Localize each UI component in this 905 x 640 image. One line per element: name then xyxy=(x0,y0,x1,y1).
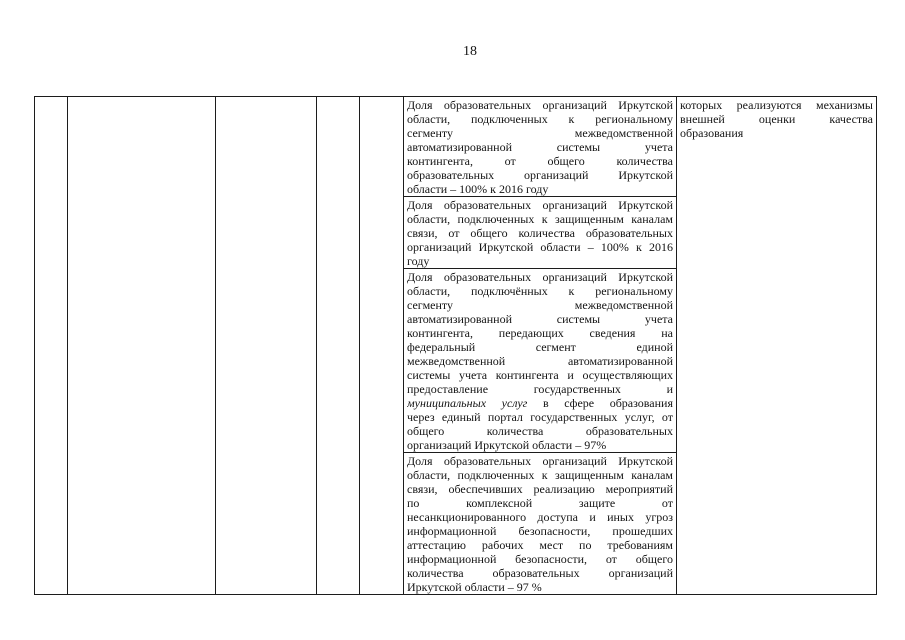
indicator-line: области – 100% к 2016 году xyxy=(407,182,549,196)
indicator-line: предоставление государственных и xyxy=(407,382,673,396)
indicator-line: федеральный сегмент единой xyxy=(407,340,673,354)
indicator-line: несанкционированного доступа и иных угроз xyxy=(407,510,673,524)
indicator-line: сегменту межведомственной xyxy=(407,126,673,140)
indicator-line: году xyxy=(407,254,430,268)
indicator-line: образовательных организаций Иркутской xyxy=(407,168,673,182)
indicator-line: количества образовательных организаций xyxy=(407,566,673,580)
indicator-line: связи, обеспечивших реализацию мероприятий xyxy=(407,482,673,496)
empty-cell xyxy=(68,97,216,595)
indicator-line: информационной безопасности, прошедших xyxy=(407,524,673,538)
indicator-line: области, подключенных к защищенным каналам xyxy=(407,468,673,482)
indicator-line: аттестацию рабочих мест по требованиям xyxy=(407,538,673,552)
indicator-line: контингента, передающих сведения на xyxy=(407,326,673,340)
indicator-line: через единый портал государственных услуг, от xyxy=(407,410,673,424)
indicator-cell xyxy=(404,453,677,595)
indicator-line: автоматизированной системы учета xyxy=(407,140,673,154)
indicator-line: по комплексной защите от xyxy=(407,496,673,510)
empty-cell xyxy=(216,97,317,595)
indicator-line: Иркутской области – 97 % xyxy=(407,580,542,594)
indicator-line: сегменту межведомственной xyxy=(407,298,673,312)
indicator-line: информационной безопасности, от общего xyxy=(407,552,673,566)
mechanisms-line: образования xyxy=(680,126,744,140)
indicator-line: Доля образовательных организаций Иркутской xyxy=(407,270,673,284)
italic-phrase: муниципальных услуг xyxy=(407,396,528,410)
indicator-line: системы учета контингента и осуществляющих xyxy=(407,368,673,382)
indicator-line: общего количества образовательных xyxy=(407,424,673,438)
indicator-line: организаций Иркутской области – 100% к 2016 xyxy=(407,240,673,254)
indicator-line: связи, от общего количества образовательных xyxy=(407,226,673,240)
mechanisms-line: которых реализуются механизмы xyxy=(680,98,873,112)
indicators-table xyxy=(34,96,877,595)
indicator-line: Доля образовательных организаций Иркутской xyxy=(407,98,673,112)
indicator-cell xyxy=(404,97,677,197)
empty-cell xyxy=(317,97,360,595)
indicator-line: организаций Иркутской области – 97% xyxy=(407,438,607,452)
indicator-cell xyxy=(404,197,677,269)
indicator-line: автоматизированной системы учета xyxy=(407,312,673,326)
indicator-line: области, подключённых к региональному xyxy=(407,284,673,298)
mechanisms-line: внешней оценки качества xyxy=(680,112,873,126)
empty-cell xyxy=(360,97,404,595)
indicator-line: межведомственной автоматизированной xyxy=(407,354,673,368)
indicator-line: области, подключенных к региональному xyxy=(407,112,673,126)
empty-cell xyxy=(35,97,68,595)
indicator-cell xyxy=(404,269,677,453)
indicator-line: Доля образовательных организаций Иркутской xyxy=(407,454,673,468)
indicator-line xyxy=(407,396,673,410)
indicator-line: области, подключенных к защищенным каналам xyxy=(407,212,673,226)
indicator-line: контингента, от общего количества xyxy=(407,154,673,168)
line-remainder: в сфере образования xyxy=(542,396,673,410)
page-number: 18 xyxy=(463,44,477,59)
table-row xyxy=(35,97,877,197)
mechanisms-cell xyxy=(677,97,877,595)
indicator-line: Доля образовательных организаций Иркутской xyxy=(407,198,673,212)
